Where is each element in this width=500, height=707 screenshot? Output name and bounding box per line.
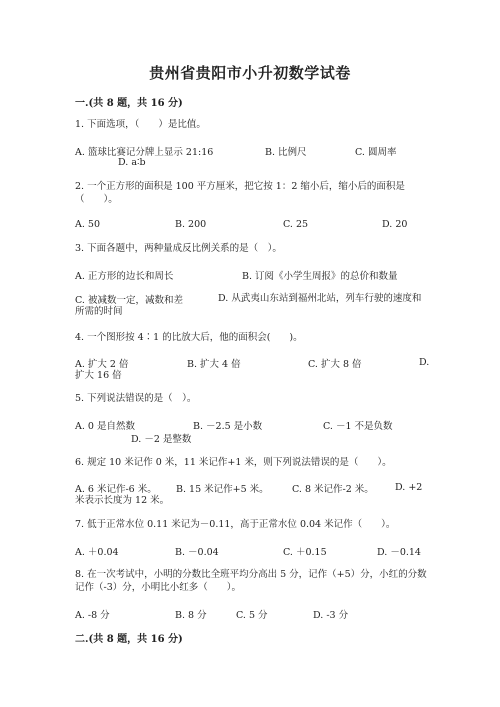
q2-option-b: B. 200 — [175, 219, 207, 230]
q8-option-d: D. -3 分 — [313, 610, 349, 621]
q3-option-d: D. 从武夷山东站到福州北站，列车行驶的速度和所需的时间 — [75, 293, 422, 317]
q7-option-a: A. ＋0.04 — [75, 547, 119, 558]
question-8: 8. 在一次考试中，小明的分数比全班平均分高出 5 分，记作（+5）分，小红的分数记作（-3）分，小明比小红多（ ）。 — [75, 569, 427, 593]
q1-option-c: C. 圆周率 — [355, 147, 397, 158]
question-1: 1. 下面选项，（ ）是比值。 — [75, 119, 206, 130]
section-heading-2: 二.(共 8 题，共 16 分) — [75, 634, 183, 645]
question-4: 4. 一个图形按 4∶1 的比放大后，他的面积会( )。 — [75, 332, 303, 343]
q1-option-a: A. 篮球比赛记分牌上显示 21:16 — [75, 147, 214, 158]
q7-option-b: B. －0.04 — [175, 547, 219, 558]
question-6: 6. 规定 10 米记作 0 米，11 米记作+1 米，则下列说法错误的是（ ）。 — [75, 457, 392, 468]
q3-option-b: B. 订阅《小学生周报》的总价和数量 — [242, 271, 398, 282]
q5-option-c: C. －1 不是负数 — [323, 421, 393, 432]
q7-option-c: C. ＋0.15 — [283, 547, 327, 558]
q6-option-c: C. 8 米记作-2 米。 — [292, 484, 374, 495]
q6-option-b: B. 15 米记作+5 米。 — [176, 484, 269, 495]
q5-option-b: B. －2.5 是小数 — [193, 421, 263, 432]
q5-option-a: A. 0 是自然数 — [75, 421, 135, 432]
question-7: 7. 低于正常水位 0.11 米记为－0.11，高于正常水位 0.04 米记作（ ）。 — [75, 519, 396, 530]
q4-option-a: A. 扩大 2 倍 — [75, 359, 129, 370]
q2-option-a: A. 50 — [75, 219, 100, 230]
q6-option-d: D. +2 米表示长度为 12 米。 — [75, 482, 423, 506]
q5-option-d: D. －2 是整数 — [131, 434, 192, 445]
q8-option-a: A. -8 分 — [75, 610, 110, 621]
q2-option-d: D. 20 — [382, 219, 408, 230]
question-3: 3. 下面各题中，两种量成反比例关系的是（ ）。 — [75, 243, 282, 254]
q2-option-c: C. 25 — [283, 219, 309, 230]
q1-option-b: B. 比例尺 — [265, 147, 307, 158]
q8-option-b: B. 8 分 — [175, 610, 207, 621]
q4-option-d: D. 扩大 16 倍 — [75, 357, 430, 381]
q3-option-a: A. 正方形的边长和周长 — [75, 271, 174, 282]
q6-option-a: A. 6 米记作-6 米。 — [75, 484, 157, 495]
q4-option-b: B. 扩大 4 倍 — [187, 359, 241, 370]
section-heading-1: 一.(共 8 题，共 16 分) — [75, 98, 183, 109]
q1-option-d: D. a∶b — [118, 157, 146, 168]
question-2: 2. 一个正方形的面积是 100 平方厘米，把它按 1：2 缩小后，缩小后的面积是（ ）。 — [75, 181, 405, 205]
q7-option-d: D. －0.14 — [377, 547, 421, 558]
q4-option-c: C. 扩大 8 倍 — [308, 359, 362, 370]
question-5: 5. 下列说法错误的是（ ）。 — [75, 393, 197, 404]
q3-option-c: C. 被减数一定，减数和差 — [75, 295, 183, 306]
q8-option-c: C. 5 分 — [236, 610, 268, 621]
page-title: 贵州省贵阳市小升初数学试卷 — [149, 64, 351, 82]
